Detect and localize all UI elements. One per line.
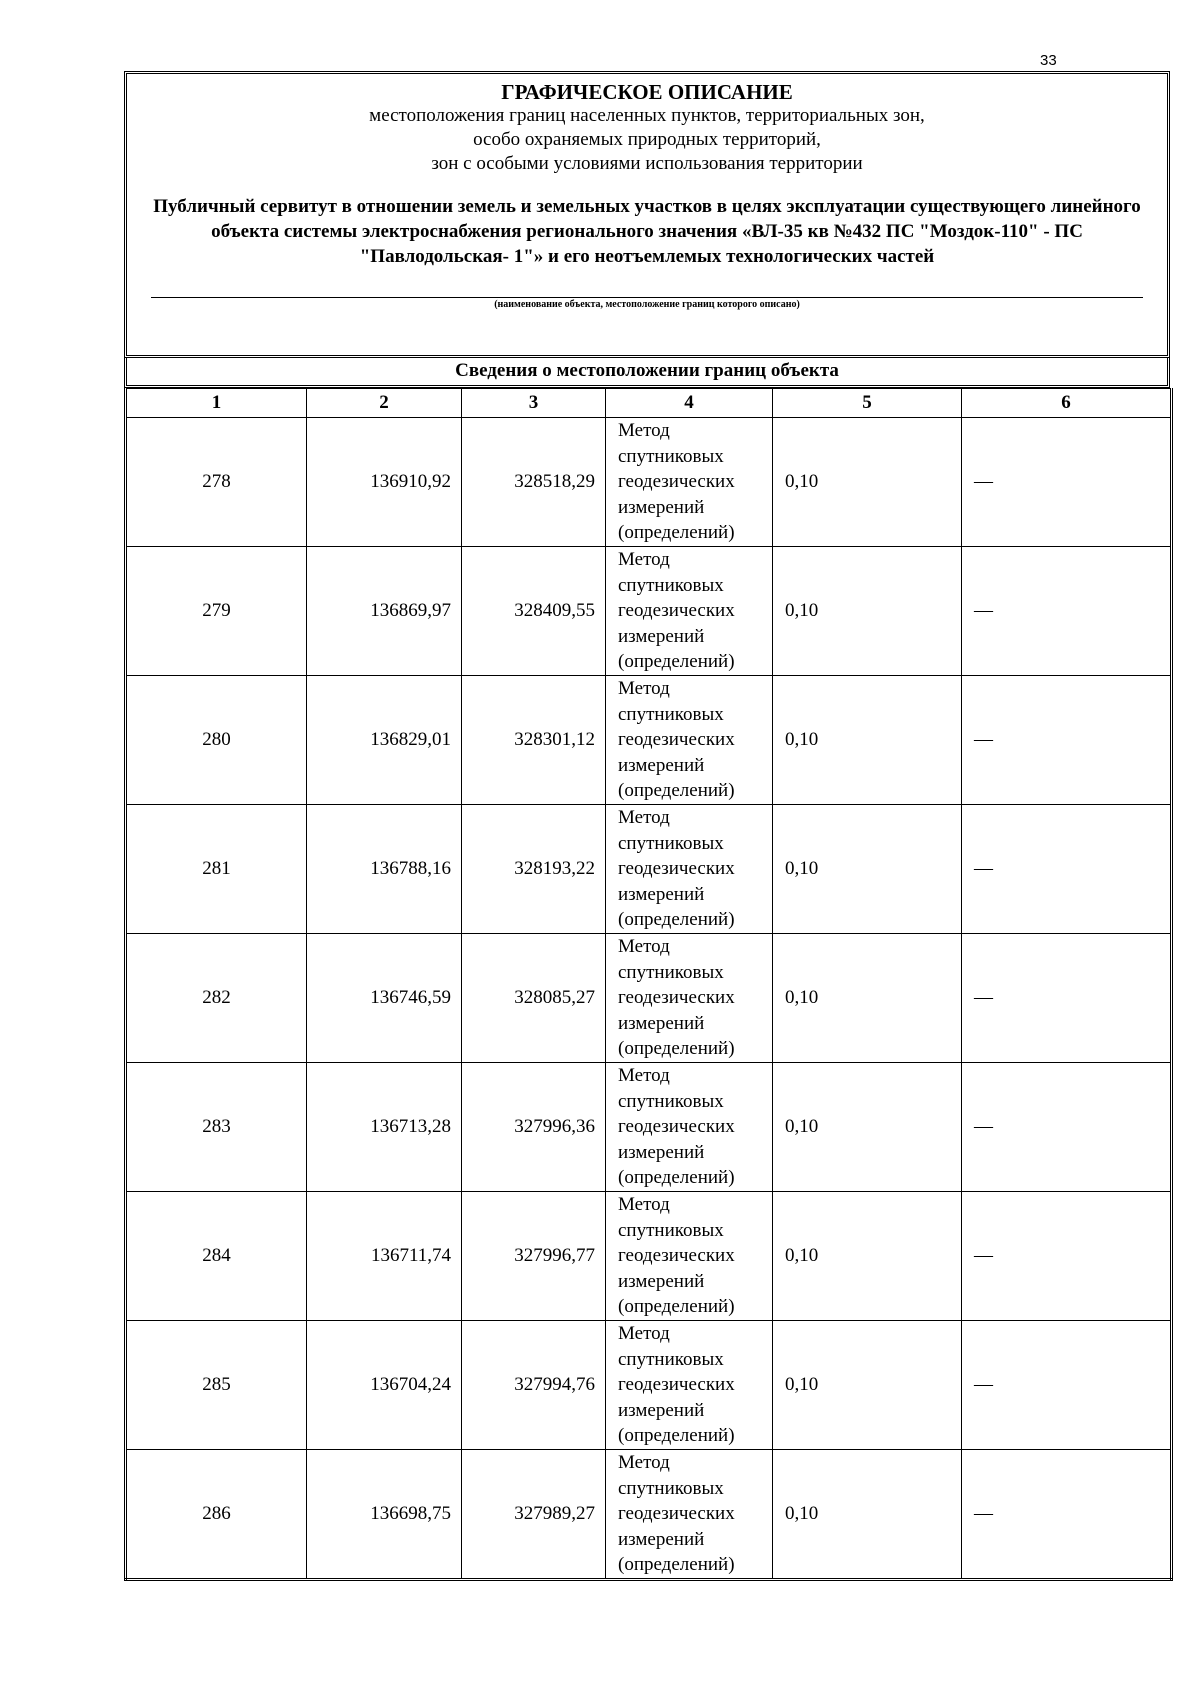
method-line: Метод bbox=[618, 936, 670, 958]
note-cell: — bbox=[962, 676, 1172, 805]
y-coordinate-cell: 327996,77 bbox=[462, 1192, 606, 1321]
method-line: Метод bbox=[618, 1194, 670, 1216]
x-coordinate-cell: 136829,01 bbox=[307, 676, 462, 805]
y-coordinate-cell: 327996,36 bbox=[462, 1063, 606, 1192]
table-row bbox=[126, 934, 1172, 1063]
note-cell: — bbox=[962, 1063, 1172, 1192]
table-row bbox=[126, 1063, 1172, 1192]
method-line: геодезических bbox=[618, 1116, 735, 1138]
accuracy-cell: 0,10 bbox=[773, 1192, 962, 1321]
method-line: геодезических bbox=[618, 987, 735, 1009]
table-body bbox=[126, 418, 1172, 1580]
method-cell bbox=[606, 676, 773, 805]
y-coordinate-cell: 328085,27 bbox=[462, 934, 606, 1063]
method-line: (определений) bbox=[618, 1167, 735, 1189]
method-line: геодезических bbox=[618, 471, 735, 493]
section-title: Сведения о местоположении границ объекта bbox=[124, 358, 1170, 388]
method-cell bbox=[606, 1192, 773, 1321]
method-line: Метод bbox=[618, 549, 670, 571]
method-cell bbox=[606, 1450, 773, 1580]
table-row bbox=[126, 418, 1172, 547]
method-line: геодезических bbox=[618, 600, 735, 622]
y-coordinate-cell: 328301,12 bbox=[462, 676, 606, 805]
accuracy-cell: 0,10 bbox=[773, 1450, 962, 1580]
document-header bbox=[124, 71, 1170, 358]
accuracy-cell: 0,10 bbox=[773, 934, 962, 1063]
page-number: 33 bbox=[1040, 52, 1057, 69]
table-row bbox=[126, 1321, 1172, 1450]
method-line: геодезических bbox=[618, 1245, 735, 1267]
column-header-2: 2 bbox=[307, 389, 462, 418]
note-cell: — bbox=[962, 1321, 1172, 1450]
column-header-6: 6 bbox=[962, 389, 1172, 418]
table-row bbox=[126, 676, 1172, 805]
note-cell: — bbox=[962, 805, 1172, 934]
column-header-5: 5 bbox=[773, 389, 962, 418]
method-line: Метод bbox=[618, 678, 670, 700]
method-cell bbox=[606, 805, 773, 934]
object-name: Публичный сервитут в отношении земель и земельных участков в целях эксплуатации существующего линейного объекта системы электроснабжения регионального значения «ВЛ-35 кв №432 ПС "Моздок-110" - ПС "Павлодольская- 1"» и его неотъемлемых технологических частей bbox=[153, 196, 1141, 267]
point-number-cell: 280 bbox=[126, 676, 307, 805]
method-line: измерений bbox=[618, 496, 705, 518]
object-name-underline bbox=[151, 297, 1143, 298]
method-line: спутниковых bbox=[618, 832, 724, 854]
x-coordinate-cell: 136869,97 bbox=[307, 547, 462, 676]
accuracy-cell: 0,10 bbox=[773, 1321, 962, 1450]
method-line: измерений bbox=[618, 1399, 705, 1421]
method-line: Метод bbox=[618, 420, 670, 442]
method-line: Метод bbox=[618, 807, 670, 829]
x-coordinate-cell: 136704,24 bbox=[307, 1321, 462, 1450]
method-line: (определений) bbox=[618, 1038, 735, 1060]
method-line: (определений) bbox=[618, 522, 735, 544]
x-coordinate-cell: 136788,16 bbox=[307, 805, 462, 934]
point-number-cell: 281 bbox=[126, 805, 307, 934]
method-line: (определений) bbox=[618, 1554, 735, 1576]
subtitle-line-1: местоположения границ населенных пунктов, территориальных зон, bbox=[369, 105, 925, 126]
table-row bbox=[126, 805, 1172, 934]
method-line: измерений bbox=[618, 754, 705, 776]
y-coordinate-cell: 327994,76 bbox=[462, 1321, 606, 1450]
column-header-3: 3 bbox=[462, 389, 606, 418]
method-cell bbox=[606, 418, 773, 547]
method-line: измерений bbox=[618, 1012, 705, 1034]
accuracy-cell: 0,10 bbox=[773, 418, 962, 547]
method-cell bbox=[606, 934, 773, 1063]
method-line: геодезических bbox=[618, 1503, 735, 1525]
accuracy-cell: 0,10 bbox=[773, 676, 962, 805]
table-row bbox=[126, 1450, 1172, 1580]
point-number-cell: 282 bbox=[126, 934, 307, 1063]
subtitle-line-2: особо охраняемых природных территорий, bbox=[473, 129, 821, 150]
subtitle-line-3: зон с особыми условиями использования территории bbox=[431, 153, 863, 174]
method-line: измерений bbox=[618, 883, 705, 905]
method-cell bbox=[606, 1321, 773, 1450]
accuracy-cell: 0,10 bbox=[773, 1063, 962, 1192]
method-line: Метод bbox=[618, 1452, 670, 1474]
x-coordinate-cell: 136713,28 bbox=[307, 1063, 462, 1192]
note-cell: — bbox=[962, 934, 1172, 1063]
method-line: Метод bbox=[618, 1323, 670, 1345]
accuracy-cell: 0,10 bbox=[773, 805, 962, 934]
table-row bbox=[126, 547, 1172, 676]
method-line: измерений bbox=[618, 1270, 705, 1292]
object-name-caption: (наименование объекта, местоположение границ которого описано) bbox=[494, 299, 800, 310]
note-cell: — bbox=[962, 547, 1172, 676]
point-number-cell: 278 bbox=[126, 418, 307, 547]
method-line: геодезических bbox=[618, 858, 735, 880]
method-line: измерений bbox=[618, 1528, 705, 1550]
method-line: измерений bbox=[618, 625, 705, 647]
document-frame bbox=[124, 71, 1170, 1581]
y-coordinate-cell: 328193,22 bbox=[462, 805, 606, 934]
note-cell: — bbox=[962, 1450, 1172, 1580]
y-coordinate-cell: 327989,27 bbox=[462, 1450, 606, 1580]
column-header-4: 4 bbox=[606, 389, 773, 418]
method-line: спутниковых bbox=[618, 961, 724, 983]
coordinates-table bbox=[124, 388, 1173, 1581]
method-line: спутниковых bbox=[618, 1090, 724, 1112]
method-line: (определений) bbox=[618, 1425, 735, 1447]
method-line: спутниковых bbox=[618, 445, 724, 467]
x-coordinate-cell: 136711,74 bbox=[307, 1192, 462, 1321]
method-line: спутниковых bbox=[618, 1219, 724, 1241]
method-line: спутниковых bbox=[618, 1477, 724, 1499]
method-line: (определений) bbox=[618, 780, 735, 802]
column-header-1: 1 bbox=[126, 389, 307, 418]
x-coordinate-cell: 136698,75 bbox=[307, 1450, 462, 1580]
point-number-cell: 285 bbox=[126, 1321, 307, 1450]
point-number-cell: 283 bbox=[126, 1063, 307, 1192]
x-coordinate-cell: 136746,59 bbox=[307, 934, 462, 1063]
y-coordinate-cell: 328409,55 bbox=[462, 547, 606, 676]
method-line: (определений) bbox=[618, 1296, 735, 1318]
method-line: (определений) bbox=[618, 909, 735, 931]
method-line: спутниковых bbox=[618, 703, 724, 725]
table-row bbox=[126, 1192, 1172, 1321]
method-line: геодезических bbox=[618, 729, 735, 751]
accuracy-cell: 0,10 bbox=[773, 547, 962, 676]
point-number-cell: 279 bbox=[126, 547, 307, 676]
method-cell bbox=[606, 547, 773, 676]
note-cell: — bbox=[962, 1192, 1172, 1321]
document-title: ГРАФИЧЕСКОЕ ОПИСАНИЕ bbox=[501, 80, 793, 104]
table-header-row bbox=[126, 389, 1172, 418]
method-line: (определений) bbox=[618, 651, 735, 673]
point-number-cell: 284 bbox=[126, 1192, 307, 1321]
x-coordinate-cell: 136910,92 bbox=[307, 418, 462, 547]
method-line: спутниковых bbox=[618, 574, 724, 596]
y-coordinate-cell: 328518,29 bbox=[462, 418, 606, 547]
method-line: Метод bbox=[618, 1065, 670, 1087]
method-cell bbox=[606, 1063, 773, 1192]
method-line: измерений bbox=[618, 1141, 705, 1163]
point-number-cell: 286 bbox=[126, 1450, 307, 1580]
method-line: геодезических bbox=[618, 1374, 735, 1396]
note-cell: — bbox=[962, 418, 1172, 547]
method-line: спутниковых bbox=[618, 1348, 724, 1370]
